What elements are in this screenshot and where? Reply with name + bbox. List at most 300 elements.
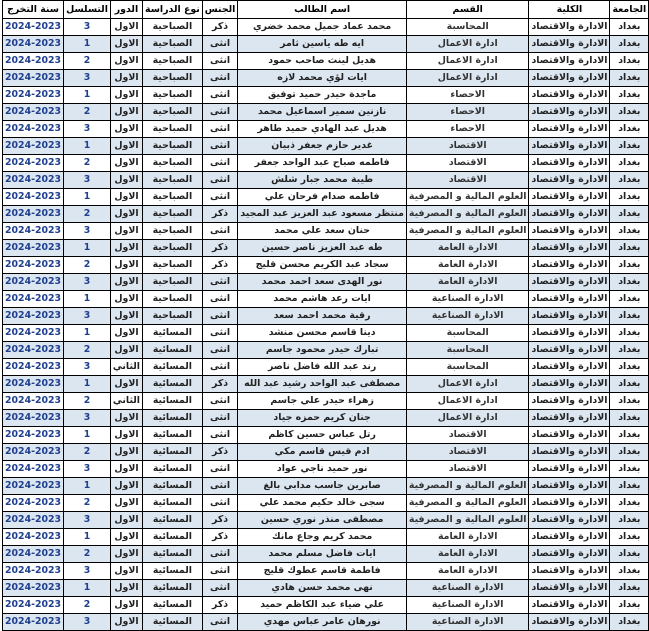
cell-department[interactable]: العلوم المالية و المصرفية [406, 512, 529, 529]
cell-student-name[interactable]: ادم قيس قاسم مكي [238, 444, 407, 461]
cell-student-name[interactable]: سجى خالد حكيم محمد علي [238, 495, 407, 512]
cell-stage[interactable]: الثاني [110, 393, 142, 410]
cell-department[interactable]: ادارة الاعمال [406, 70, 529, 87]
cell-college[interactable]: الادارة والاقتصاد [529, 189, 610, 206]
cell-gender[interactable]: انثى [202, 546, 238, 563]
cell-graduation-year[interactable]: 2024-2023 [3, 546, 64, 563]
cell-study-type[interactable]: المسائية [143, 546, 203, 563]
cell-sequence[interactable]: 2 [64, 104, 111, 121]
cell-gender[interactable]: انثى [202, 478, 238, 495]
cell-university[interactable]: بغداد [610, 342, 649, 359]
cell-student-name[interactable]: مصطفى عبد الواحد رشيد عبد الله [238, 376, 407, 393]
cell-university[interactable]: بغداد [610, 376, 649, 393]
cell-college[interactable]: الادارة والاقتصاد [529, 19, 610, 36]
cell-stage[interactable]: الاول [110, 206, 142, 223]
cell-study-type[interactable]: المسائية [143, 359, 203, 376]
cell-college[interactable]: الادارة والاقتصاد [529, 546, 610, 563]
cell-study-type[interactable]: المسائية [143, 614, 203, 631]
cell-stage[interactable]: الاول [110, 19, 142, 36]
cell-graduation-year[interactable]: 2024-2023 [3, 342, 64, 359]
cell-gender[interactable]: انثى [202, 342, 238, 359]
cell-graduation-year[interactable]: 2024-2023 [3, 529, 64, 546]
cell-sequence[interactable]: 3 [64, 410, 111, 427]
cell-study-type[interactable]: الصباحية [143, 274, 203, 291]
cell-college[interactable]: الادارة والاقتصاد [529, 478, 610, 495]
cell-gender[interactable]: انثى [202, 410, 238, 427]
cell-department[interactable]: الاقتصاد [406, 172, 529, 189]
cell-study-type[interactable]: المسائية [143, 495, 203, 512]
cell-department[interactable]: الاقتصاد [406, 155, 529, 172]
cell-sequence[interactable]: 1 [64, 325, 111, 342]
cell-stage[interactable]: الاول [110, 325, 142, 342]
cell-department[interactable]: ادارة الاعمال [406, 410, 529, 427]
cell-department[interactable]: الاقتصاد [406, 138, 529, 155]
cell-college[interactable]: الادارة والاقتصاد [529, 206, 610, 223]
cell-graduation-year[interactable]: 2024-2023 [3, 121, 64, 138]
cell-university[interactable]: بغداد [610, 70, 649, 87]
cell-study-type[interactable]: المسائية [143, 444, 203, 461]
cell-study-type[interactable]: الصباحية [143, 155, 203, 172]
cell-university[interactable]: بغداد [610, 512, 649, 529]
cell-study-type[interactable]: المسائية [143, 427, 203, 444]
cell-stage[interactable]: الاول [110, 529, 142, 546]
cell-student-name[interactable]: حنان سعد علي محمد [238, 223, 407, 240]
cell-university[interactable]: بغداد [610, 257, 649, 274]
cell-sequence[interactable]: 2 [64, 342, 111, 359]
cell-university[interactable]: بغداد [610, 308, 649, 325]
cell-college[interactable]: الادارة والاقتصاد [529, 70, 610, 87]
cell-university[interactable]: بغداد [610, 614, 649, 631]
cell-college[interactable]: الادارة والاقتصاد [529, 597, 610, 614]
cell-sequence[interactable]: 2 [64, 597, 111, 614]
cell-gender[interactable]: انثى [202, 53, 238, 70]
cell-study-type[interactable]: المسائية [143, 478, 203, 495]
cell-department[interactable]: الادارة الصناعية [406, 580, 529, 597]
cell-graduation-year[interactable]: 2024-2023 [3, 274, 64, 291]
cell-university[interactable]: بغداد [610, 36, 649, 53]
cell-sequence[interactable]: 3 [64, 461, 111, 478]
cell-department[interactable]: الاحصاء [406, 87, 529, 104]
cell-department[interactable]: الاحصاء [406, 104, 529, 121]
cell-department[interactable]: الاحصاء [406, 121, 529, 138]
cell-university[interactable]: بغداد [610, 325, 649, 342]
cell-student-name[interactable]: نور الهدى سعد احمد محمد [238, 274, 407, 291]
cell-stage[interactable]: الاول [110, 342, 142, 359]
cell-stage[interactable]: الاول [110, 36, 142, 53]
cell-college[interactable]: الادارة والاقتصاد [529, 53, 610, 70]
cell-college[interactable]: الادارة والاقتصاد [529, 308, 610, 325]
cell-department[interactable]: المحاسبة [406, 342, 529, 359]
cell-sequence[interactable]: 1 [64, 529, 111, 546]
cell-sequence[interactable]: 3 [64, 19, 111, 36]
cell-graduation-year[interactable]: 2024-2023 [3, 478, 64, 495]
cell-sequence[interactable]: 2 [64, 53, 111, 70]
cell-university[interactable]: بغداد [610, 138, 649, 155]
cell-university[interactable]: بغداد [610, 444, 649, 461]
cell-college[interactable]: الادارة والاقتصاد [529, 580, 610, 597]
cell-study-type[interactable]: الصباحية [143, 206, 203, 223]
cell-sequence[interactable]: 2 [64, 546, 111, 563]
cell-college[interactable]: الادارة والاقتصاد [529, 325, 610, 342]
cell-gender[interactable]: انثى [202, 563, 238, 580]
cell-university[interactable]: بغداد [610, 461, 649, 478]
cell-college[interactable]: الادارة والاقتصاد [529, 512, 610, 529]
cell-department[interactable]: العلوم المالية و المصرفية [406, 189, 529, 206]
cell-university[interactable]: بغداد [610, 172, 649, 189]
cell-sequence[interactable]: 1 [64, 376, 111, 393]
cell-department[interactable]: العلوم المالية و المصرفية [406, 206, 529, 223]
cell-gender[interactable]: انثى [202, 138, 238, 155]
cell-gender[interactable]: ذكر [202, 240, 238, 257]
cell-student-name[interactable]: غدير حازم جعفر ذبيان [238, 138, 407, 155]
cell-college[interactable]: الادارة والاقتصاد [529, 393, 610, 410]
cell-college[interactable]: الادارة والاقتصاد [529, 104, 610, 121]
cell-gender[interactable]: انثى [202, 223, 238, 240]
cell-college[interactable]: الادارة والاقتصاد [529, 36, 610, 53]
cell-graduation-year[interactable]: 2024-2023 [3, 359, 64, 376]
cell-student-name[interactable]: سجاد عبد الكريم محسن قليج [238, 257, 407, 274]
cell-sequence[interactable]: 1 [64, 580, 111, 597]
cell-study-type[interactable]: المسائية [143, 563, 203, 580]
cell-gender[interactable]: ذكر [202, 529, 238, 546]
cell-department[interactable]: ادارة الاعمال [406, 36, 529, 53]
cell-gender[interactable]: انثى [202, 291, 238, 308]
cell-university[interactable]: بغداد [610, 546, 649, 563]
cell-stage[interactable]: الاول [110, 70, 142, 87]
cell-gender[interactable]: ذكر [202, 512, 238, 529]
cell-gender[interactable]: انثى [202, 393, 238, 410]
cell-gender[interactable]: انثى [202, 104, 238, 121]
cell-department[interactable]: الادارة الصناعية [406, 308, 529, 325]
cell-stage[interactable]: الاول [110, 240, 142, 257]
cell-student-name[interactable]: رند عبد الله فاضل ناصر [238, 359, 407, 376]
cell-gender[interactable]: ذكر [202, 376, 238, 393]
cell-sequence[interactable]: 3 [64, 121, 111, 138]
cell-study-type[interactable]: الصباحية [143, 19, 203, 36]
cell-graduation-year[interactable]: 2024-2023 [3, 223, 64, 240]
cell-gender[interactable]: ذكر [202, 444, 238, 461]
cell-student-name[interactable]: محمد عماد جميل محمد خضري [238, 19, 407, 36]
cell-stage[interactable]: الاول [110, 291, 142, 308]
cell-student-name[interactable]: جنان كريم حمزه جياد [238, 410, 407, 427]
cell-college[interactable]: الادارة والاقتصاد [529, 87, 610, 104]
cell-student-name[interactable]: منتظر مسعود عبد العزيز عبد المجيد [238, 206, 407, 223]
cell-study-type[interactable]: الصباحية [143, 36, 203, 53]
cell-stage[interactable]: الاول [110, 189, 142, 206]
cell-student-name[interactable]: طه عبد العزيز ناصر حسين [238, 240, 407, 257]
cell-college[interactable]: الادارة والاقتصاد [529, 291, 610, 308]
cell-stage[interactable]: الاول [110, 87, 142, 104]
cell-department[interactable]: العلوم المالية و المصرفية [406, 478, 529, 495]
cell-department[interactable]: الاقتصاد [406, 444, 529, 461]
cell-sequence[interactable]: 3 [64, 223, 111, 240]
cell-university[interactable]: بغداد [610, 87, 649, 104]
cell-department[interactable]: ادارة الاعمال [406, 393, 529, 410]
cell-sequence[interactable]: 2 [64, 257, 111, 274]
cell-department[interactable]: ادارة الاعمال [406, 53, 529, 70]
cell-college[interactable]: الادارة والاقتصاد [529, 461, 610, 478]
header-sequence[interactable]: التسلسل [64, 1, 111, 19]
header-student-name[interactable]: اسم الطالب [238, 1, 407, 19]
cell-sequence[interactable]: 3 [64, 359, 111, 376]
cell-college[interactable]: الادارة والاقتصاد [529, 614, 610, 631]
cell-stage[interactable]: الاول [110, 172, 142, 189]
cell-college[interactable]: الادارة والاقتصاد [529, 563, 610, 580]
cell-student-name[interactable]: نور حميد ناجي عواد [238, 461, 407, 478]
cell-stage[interactable]: الاول [110, 580, 142, 597]
cell-college[interactable]: الادارة والاقتصاد [529, 376, 610, 393]
cell-department[interactable]: الادارة الصناعية [406, 614, 529, 631]
cell-study-type[interactable]: الصباحية [143, 291, 203, 308]
cell-study-type[interactable]: الصباحية [143, 189, 203, 206]
cell-sequence[interactable]: 3 [64, 512, 111, 529]
cell-graduation-year[interactable]: 2024-2023 [3, 325, 64, 342]
cell-sequence[interactable]: 2 [64, 155, 111, 172]
header-university[interactable]: الجامعة [610, 1, 649, 19]
cell-graduation-year[interactable]: 2024-2023 [3, 189, 64, 206]
cell-graduation-year[interactable]: 2024-2023 [3, 172, 64, 189]
cell-university[interactable]: بغداد [610, 274, 649, 291]
cell-student-name[interactable]: رقية محمد احمد سعد [238, 308, 407, 325]
cell-student-name[interactable]: ايات رعد هاشم محمد [238, 291, 407, 308]
cell-stage[interactable]: الاول [110, 274, 142, 291]
cell-graduation-year[interactable]: 2024-2023 [3, 155, 64, 172]
cell-department[interactable]: المحاسبة [406, 19, 529, 36]
cell-study-type[interactable]: الصباحية [143, 121, 203, 138]
cell-sequence[interactable]: 2 [64, 495, 111, 512]
cell-study-type[interactable]: الصباحية [143, 223, 203, 240]
cell-university[interactable]: بغداد [610, 223, 649, 240]
cell-college[interactable]: الادارة والاقتصاد [529, 172, 610, 189]
cell-gender[interactable]: ذكر [202, 206, 238, 223]
cell-student-name[interactable]: ايات لؤي محمد لازه [238, 70, 407, 87]
cell-college[interactable]: الادارة والاقتصاد [529, 257, 610, 274]
cell-stage[interactable]: الاول [110, 53, 142, 70]
cell-graduation-year[interactable]: 2024-2023 [3, 308, 64, 325]
cell-stage[interactable]: الاول [110, 427, 142, 444]
cell-sequence[interactable]: 1 [64, 291, 111, 308]
cell-gender[interactable]: ذكر [202, 597, 238, 614]
cell-stage[interactable]: الاول [110, 104, 142, 121]
cell-study-type[interactable]: المسائية [143, 393, 203, 410]
cell-student-name[interactable]: طيبة محمد جبار شلش [238, 172, 407, 189]
cell-graduation-year[interactable]: 2024-2023 [3, 393, 64, 410]
cell-college[interactable]: الادارة والاقتصاد [529, 121, 610, 138]
header-study-type[interactable]: نوع الدراسة [143, 1, 203, 19]
cell-student-name[interactable]: علي ضياء عبد الكاظم حميد [238, 597, 407, 614]
cell-university[interactable]: بغداد [610, 189, 649, 206]
cell-stage[interactable]: الاول [110, 546, 142, 563]
cell-college[interactable]: الادارة والاقتصاد [529, 495, 610, 512]
cell-study-type[interactable]: المسائية [143, 512, 203, 529]
cell-department[interactable]: الاقتصاد [406, 461, 529, 478]
cell-study-type[interactable]: المسائية [143, 342, 203, 359]
cell-sequence[interactable]: 3 [64, 274, 111, 291]
cell-stage[interactable]: الاول [110, 223, 142, 240]
cell-department[interactable]: الادارة العامة [406, 274, 529, 291]
cell-stage[interactable]: الاول [110, 257, 142, 274]
cell-college[interactable]: الادارة والاقتصاد [529, 342, 610, 359]
cell-university[interactable]: بغداد [610, 563, 649, 580]
cell-graduation-year[interactable]: 2024-2023 [3, 104, 64, 121]
cell-gender[interactable]: انثى [202, 172, 238, 189]
cell-study-type[interactable]: المسائية [143, 410, 203, 427]
cell-department[interactable]: العلوم المالية و المصرفية [406, 495, 529, 512]
cell-stage[interactable]: الاول [110, 563, 142, 580]
cell-graduation-year[interactable]: 2024-2023 [3, 376, 64, 393]
cell-university[interactable]: بغداد [610, 53, 649, 70]
cell-student-name[interactable]: ايه طه ياسين ثامر [238, 36, 407, 53]
cell-department[interactable]: ادارة الاعمال [406, 376, 529, 393]
cell-study-type[interactable]: الصباحية [143, 308, 203, 325]
cell-gender[interactable]: انثى [202, 461, 238, 478]
cell-department[interactable]: الاقتصاد [406, 427, 529, 444]
cell-department[interactable]: العلوم المالية و المصرفية [406, 223, 529, 240]
cell-student-name[interactable]: هديل عبد الهادي حميد طاهر [238, 121, 407, 138]
cell-university[interactable]: بغداد [610, 478, 649, 495]
cell-department[interactable]: المحاسبة [406, 325, 529, 342]
cell-graduation-year[interactable]: 2024-2023 [3, 19, 64, 36]
cell-graduation-year[interactable]: 2024-2023 [3, 461, 64, 478]
cell-graduation-year[interactable]: 2024-2023 [3, 240, 64, 257]
cell-study-type[interactable]: الصباحية [143, 138, 203, 155]
cell-stage[interactable]: الاول [110, 478, 142, 495]
cell-university[interactable]: بغداد [610, 580, 649, 597]
cell-student-name[interactable]: فاطمة قاسم عطوك قليج [238, 563, 407, 580]
cell-university[interactable]: بغداد [610, 206, 649, 223]
cell-stage[interactable]: الاول [110, 461, 142, 478]
cell-student-name[interactable]: هديل لينث صاحب حمود [238, 53, 407, 70]
cell-university[interactable]: بغداد [610, 104, 649, 121]
cell-study-type[interactable]: الصباحية [143, 104, 203, 121]
cell-student-name[interactable]: نازنين سمير اسماعيل محمد [238, 104, 407, 121]
cell-gender[interactable]: انثى [202, 87, 238, 104]
cell-graduation-year[interactable]: 2024-2023 [3, 70, 64, 87]
cell-college[interactable]: الادارة والاقتصاد [529, 240, 610, 257]
cell-department[interactable]: الادارة الصناعية [406, 597, 529, 614]
cell-gender[interactable]: انثى [202, 580, 238, 597]
cell-student-name[interactable]: زهراء حيدر علي جاسم [238, 393, 407, 410]
cell-student-name[interactable]: نهى محمد حسن هادي [238, 580, 407, 597]
cell-department[interactable]: المحاسبة [406, 359, 529, 376]
cell-stage[interactable]: الاول [110, 512, 142, 529]
cell-student-name[interactable]: دينا قاسم محسن منشد [238, 325, 407, 342]
header-gender[interactable]: الجنس [202, 1, 238, 19]
cell-graduation-year[interactable]: 2024-2023 [3, 495, 64, 512]
cell-student-name[interactable]: مصطفى منذر نوري حسين [238, 512, 407, 529]
cell-university[interactable]: بغداد [610, 393, 649, 410]
cell-sequence[interactable]: 1 [64, 478, 111, 495]
cell-student-name[interactable]: محمد كريم وجاع مانك [238, 529, 407, 546]
cell-department[interactable]: الادارة العامة [406, 546, 529, 563]
cell-college[interactable]: الادارة والاقتصاد [529, 274, 610, 291]
cell-graduation-year[interactable]: 2024-2023 [3, 614, 64, 631]
cell-student-name[interactable]: صابرين جاسب مدابي بالغ [238, 478, 407, 495]
cell-college[interactable]: الادارة والاقتصاد [529, 427, 610, 444]
cell-department[interactable]: الادارة العامة [406, 563, 529, 580]
cell-stage[interactable]: الاول [110, 376, 142, 393]
cell-sequence[interactable]: 3 [64, 563, 111, 580]
cell-graduation-year[interactable]: 2024-2023 [3, 444, 64, 461]
cell-sequence[interactable]: 3 [64, 308, 111, 325]
cell-study-type[interactable]: الصباحية [143, 53, 203, 70]
cell-study-type[interactable]: الصباحية [143, 240, 203, 257]
cell-gender[interactable]: انثى [202, 274, 238, 291]
cell-study-type[interactable]: الصباحية [143, 87, 203, 104]
cell-graduation-year[interactable]: 2024-2023 [3, 257, 64, 274]
cell-sequence[interactable]: 1 [64, 240, 111, 257]
cell-graduation-year[interactable]: 2024-2023 [3, 206, 64, 223]
cell-department[interactable]: الادارة العامة [406, 529, 529, 546]
cell-university[interactable]: بغداد [610, 495, 649, 512]
cell-sequence[interactable]: 1 [64, 138, 111, 155]
cell-stage[interactable]: الاول [110, 614, 142, 631]
cell-college[interactable]: الادارة والاقتصاد [529, 359, 610, 376]
cell-sequence[interactable]: 2 [64, 444, 111, 461]
cell-stage[interactable]: الثاني [110, 359, 142, 376]
cell-college[interactable]: الادارة والاقتصاد [529, 138, 610, 155]
cell-graduation-year[interactable]: 2024-2023 [3, 291, 64, 308]
cell-gender[interactable]: انثى [202, 308, 238, 325]
cell-stage[interactable]: الاول [110, 155, 142, 172]
cell-study-type[interactable]: المسائية [143, 461, 203, 478]
cell-university[interactable]: بغداد [610, 359, 649, 376]
cell-university[interactable]: بغداد [610, 529, 649, 546]
cell-university[interactable]: بغداد [610, 427, 649, 444]
cell-stage[interactable]: الاول [110, 121, 142, 138]
cell-stage[interactable]: الاول [110, 410, 142, 427]
cell-department[interactable]: الادارة الصناعية [406, 291, 529, 308]
cell-college[interactable]: الادارة والاقتصاد [529, 444, 610, 461]
cell-student-name[interactable]: ماجدة حيدر حميد توفيق [238, 87, 407, 104]
cell-gender[interactable]: انثى [202, 495, 238, 512]
cell-gender[interactable]: ذكر [202, 19, 238, 36]
cell-university[interactable]: بغداد [610, 240, 649, 257]
cell-study-type[interactable]: المسائية [143, 325, 203, 342]
cell-sequence[interactable]: 3 [64, 614, 111, 631]
cell-student-name[interactable]: رتل عباس حسين كاظم [238, 427, 407, 444]
cell-department[interactable]: الادارة العامة [406, 257, 529, 274]
cell-gender[interactable]: انثى [202, 614, 238, 631]
cell-graduation-year[interactable]: 2024-2023 [3, 36, 64, 53]
cell-sequence[interactable]: 1 [64, 36, 111, 53]
cell-graduation-year[interactable]: 2024-2023 [3, 138, 64, 155]
cell-sequence[interactable]: 3 [64, 172, 111, 189]
cell-university[interactable]: بغداد [610, 410, 649, 427]
cell-gender[interactable]: انثى [202, 121, 238, 138]
cell-department[interactable]: الادارة العامة [406, 240, 529, 257]
header-department[interactable]: القسم [406, 1, 529, 19]
cell-student-name[interactable]: نورهان عامر عباس مهدي [238, 614, 407, 631]
cell-stage[interactable]: الاول [110, 597, 142, 614]
cell-student-name[interactable]: ايات فاضل مسلم محمد [238, 546, 407, 563]
cell-study-type[interactable]: المسائية [143, 376, 203, 393]
cell-university[interactable]: بغداد [610, 597, 649, 614]
cell-university[interactable]: بغداد [610, 121, 649, 138]
cell-gender[interactable]: انثى [202, 189, 238, 206]
header-graduation-year[interactable]: سنة التخرج [3, 1, 64, 19]
cell-student-name[interactable]: فاطمه صباح عبد الواحد جعفر [238, 155, 407, 172]
cell-student-name[interactable]: فاطمه صدام فرحان علي [238, 189, 407, 206]
cell-gender[interactable]: انثى [202, 155, 238, 172]
cell-study-type[interactable]: المسائية [143, 580, 203, 597]
cell-study-type[interactable]: المسائية [143, 597, 203, 614]
cell-sequence[interactable]: 2 [64, 206, 111, 223]
cell-university[interactable]: بغداد [610, 19, 649, 36]
cell-stage[interactable]: الاول [110, 138, 142, 155]
cell-gender[interactable]: ذكر [202, 257, 238, 274]
cell-college[interactable]: الادارة والاقتصاد [529, 155, 610, 172]
